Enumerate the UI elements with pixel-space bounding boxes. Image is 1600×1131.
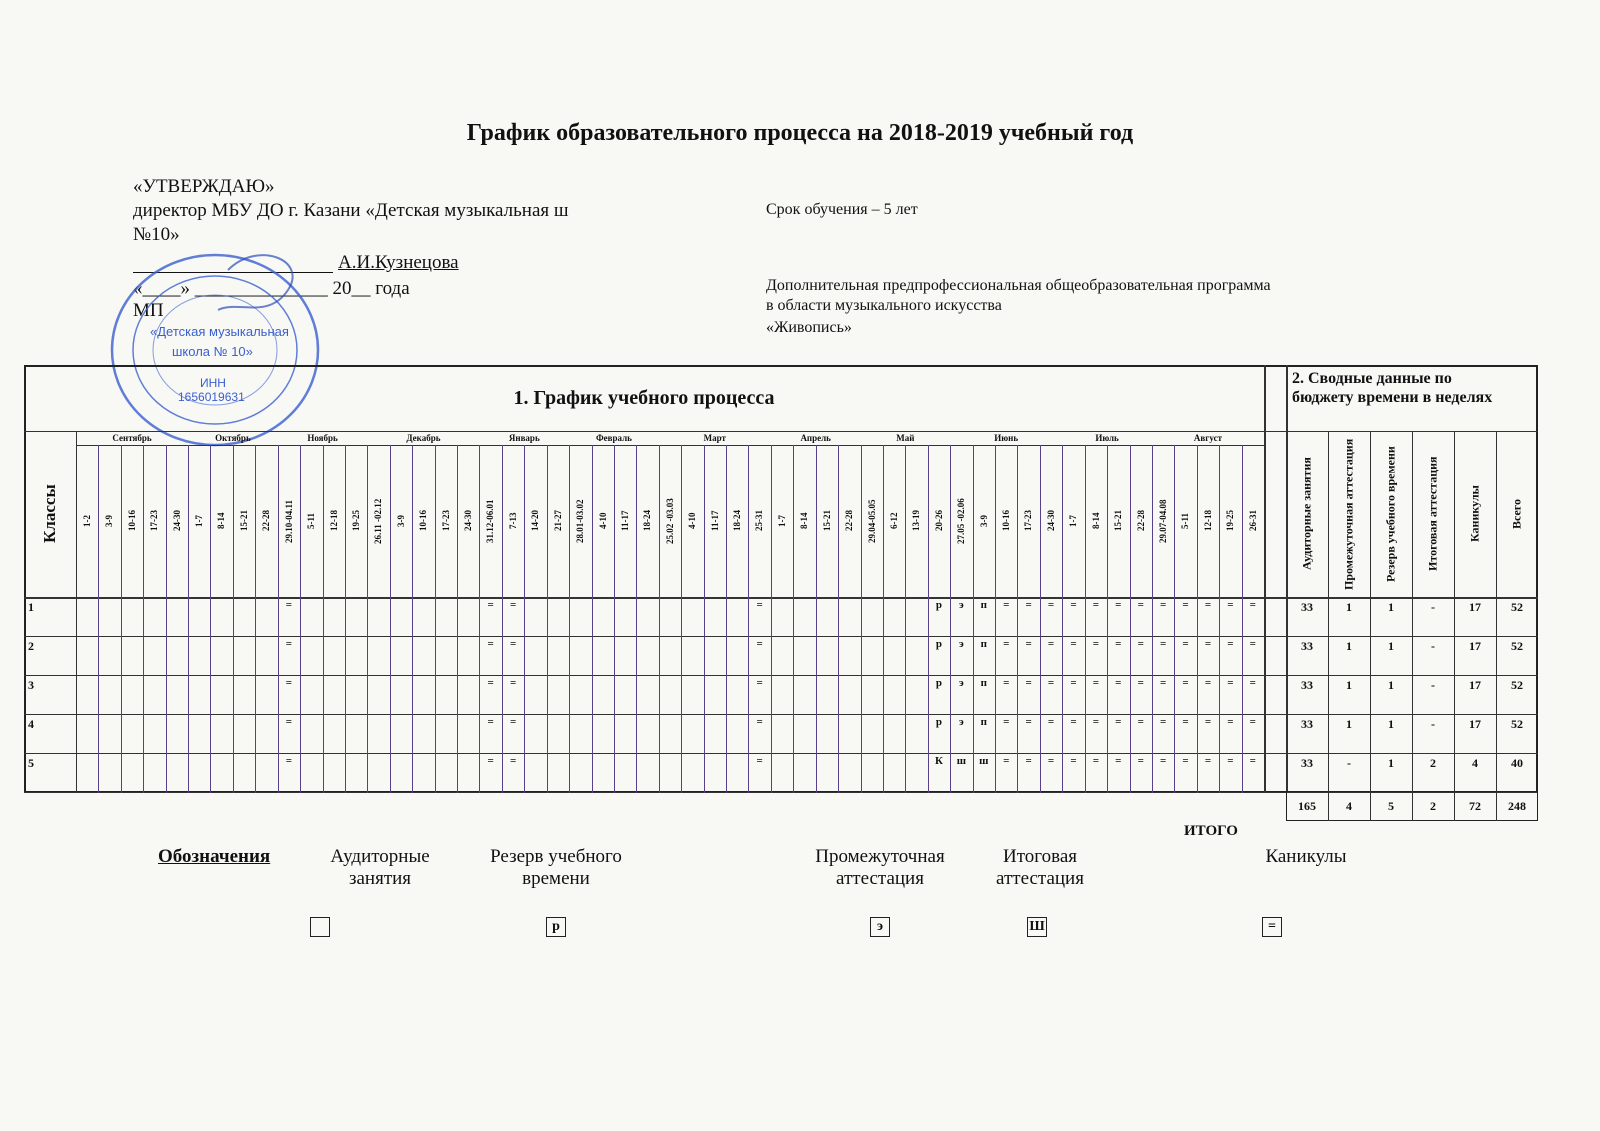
- summary-header: Аудиторные занятия: [1299, 457, 1314, 571]
- week-label: 15-21: [1113, 510, 1124, 532]
- schedule-mark: =: [1159, 755, 1167, 767]
- schedule-mark: =: [1204, 755, 1212, 767]
- schedule-mark: =: [1227, 638, 1234, 650]
- week-label: 8-14: [1090, 512, 1101, 530]
- summary-value: 1: [1388, 600, 1394, 614]
- class-number: 2: [28, 639, 34, 653]
- week-label: 26-31: [1247, 510, 1258, 532]
- summary-value: -: [1431, 678, 1435, 692]
- schedule-mark: =: [1204, 638, 1212, 650]
- total-col-line: [1496, 791, 1497, 821]
- total-col-line: [1328, 791, 1329, 821]
- summary-value: 1: [1346, 600, 1352, 614]
- legend-symbol: э: [870, 917, 890, 937]
- schedule-mark: =: [756, 755, 763, 767]
- schedule-mark: =: [1003, 755, 1010, 767]
- schedule-mark: =: [1003, 599, 1010, 611]
- row-line: [24, 753, 1538, 754]
- week-label: 26.11 -02.12: [373, 498, 384, 544]
- week-label: 20-26: [933, 510, 944, 532]
- week-label: 24-30: [1046, 510, 1057, 532]
- summary-value: 1: [1346, 678, 1352, 692]
- week-label: 15-21: [821, 510, 832, 532]
- schedule-mark: =: [1047, 599, 1055, 611]
- schedule-mark: =: [1137, 599, 1144, 611]
- week-label: 3-9: [396, 515, 406, 527]
- week-label: 4-10: [597, 512, 608, 530]
- schedule-mark: =: [756, 716, 763, 728]
- schedule-mark: =: [1025, 638, 1032, 650]
- schedule-mark: =: [1003, 638, 1010, 650]
- schedule-mark: р: [935, 638, 943, 650]
- week-label: 3-9: [104, 515, 115, 527]
- schedule-mark: =: [1047, 716, 1055, 728]
- summary-value: 1: [1388, 756, 1394, 770]
- week-label: 21-27: [552, 510, 563, 532]
- approval-mp: МП: [133, 300, 164, 321]
- schedule-mark: =: [1047, 638, 1055, 650]
- summary-value: 52: [1511, 600, 1523, 614]
- week-label: 29.04-05.05: [866, 499, 877, 543]
- schedule-mark: =: [487, 677, 494, 689]
- week-label: 25-31: [754, 510, 765, 532]
- week-label: 7-13: [508, 512, 519, 530]
- total-value: 248: [1508, 799, 1526, 813]
- month-label: Январь: [508, 433, 540, 443]
- schedule-mark: =: [1137, 638, 1144, 650]
- total-value: 2: [1430, 799, 1436, 813]
- schedule-mark: =: [1115, 677, 1122, 689]
- schedule-mark: ш: [979, 755, 989, 767]
- schedule-mark: =: [1137, 677, 1144, 689]
- schedule-mark: =: [1249, 716, 1256, 728]
- class-number: 3: [28, 678, 34, 692]
- schedule-mark: =: [1249, 755, 1256, 767]
- schedule-mark: =: [1047, 755, 1055, 767]
- week-label: 17-23: [1023, 510, 1034, 532]
- section1-title: 1. График учебного процесса: [513, 386, 775, 409]
- schedule-mark: =: [509, 755, 517, 767]
- approval-line-1: «УТВЕРЖДАЮ»: [133, 176, 275, 197]
- schedule-mark: =: [1204, 716, 1212, 728]
- approval-line-3: №10»: [133, 224, 180, 245]
- schedule-mark: =: [1003, 716, 1010, 728]
- schedule-mark: =: [1047, 677, 1055, 689]
- schedule-mark: =: [1092, 677, 1100, 689]
- month-label: Июнь: [994, 433, 1019, 443]
- schedule-mark: =: [285, 677, 293, 689]
- week-label: 4-10: [687, 512, 698, 530]
- schedule-mark: =: [1159, 716, 1167, 728]
- schedule-mark: э: [959, 638, 964, 650]
- week-label: 28.01-03.02: [575, 499, 586, 543]
- summary-header: Каникулы: [1467, 485, 1482, 543]
- schedule-mark: =: [1137, 716, 1144, 728]
- schedule-mark: =: [1182, 677, 1189, 689]
- class-number: 5: [28, 756, 34, 770]
- program-line-2: в области музыкального искусства: [766, 297, 1002, 314]
- schedule-mark: =: [1249, 677, 1256, 689]
- schedule-mark: э: [959, 716, 964, 728]
- week-label: 25.02 -03.03: [664, 498, 675, 544]
- schedule-mark: =: [1227, 677, 1234, 689]
- week-label: 8-14: [216, 512, 227, 530]
- schedule-mark: =: [1182, 638, 1189, 650]
- schedule-mark: =: [1092, 638, 1100, 650]
- schedule-mark: =: [1092, 599, 1100, 611]
- schedule-mark: =: [285, 599, 293, 611]
- week-label: 10-16: [127, 510, 138, 532]
- summary-value: 2: [1430, 756, 1436, 770]
- week-label: 18-24: [642, 510, 653, 532]
- schedule-mark: =: [285, 755, 293, 767]
- stamp-inn-number: 1656019631: [178, 390, 245, 404]
- row-line: [24, 597, 1538, 599]
- schedule-mark: =: [1070, 677, 1077, 689]
- summary-value: 4: [1472, 756, 1478, 770]
- schedule-mark: =: [1159, 677, 1167, 689]
- study-term: Срок обучения – 5 лет: [766, 201, 918, 218]
- schedule-mark: =: [487, 638, 494, 650]
- summary-value: 17: [1469, 678, 1481, 692]
- week-label: 17-23: [440, 510, 451, 532]
- week-label: 10-16: [1001, 510, 1012, 532]
- schedule-mark: =: [756, 599, 763, 611]
- summary-value: 1: [1388, 678, 1394, 692]
- week-label: 1-7: [1068, 515, 1079, 527]
- summary-value: 33: [1301, 639, 1313, 653]
- summary-value: 52: [1511, 678, 1523, 692]
- schedule-mark: р: [935, 716, 943, 728]
- schedule-mark: п: [980, 638, 987, 650]
- schedule-mark: ш: [956, 755, 967, 767]
- week-label: 1-2: [82, 515, 93, 527]
- summary-value: 1: [1346, 639, 1352, 653]
- schedule-mark: =: [1092, 716, 1100, 728]
- legend-symbol: Ш: [1027, 917, 1047, 937]
- schedule-mark: =: [1025, 716, 1032, 728]
- schedule-mark: =: [487, 755, 494, 767]
- classes-header: Классы: [40, 484, 59, 544]
- schedule-mark: =: [756, 677, 763, 689]
- schedule-mark: п: [980, 677, 987, 689]
- summary-value: 33: [1301, 678, 1313, 692]
- week-label: 19-25: [1225, 510, 1236, 532]
- week-label: 12-18: [1202, 510, 1213, 532]
- week-label: 27.05 -02.06: [956, 498, 967, 544]
- week-label: 29.10-04.11: [283, 499, 294, 543]
- schedule-mark: =: [1025, 599, 1032, 611]
- schedule-mark: =: [487, 599, 494, 611]
- week-label: 31.12-06.01: [485, 499, 496, 543]
- total-col-line: [1454, 791, 1455, 821]
- summary-header: Резерв учебного времени: [1383, 446, 1398, 582]
- total-label: ИТОГО: [1184, 823, 1238, 839]
- week-label: 13-19: [911, 510, 922, 532]
- week-label: 5-11: [1180, 513, 1191, 530]
- schedule-mark: =: [1227, 599, 1234, 611]
- section2-title: 2. Сводные данные по бюджету времени в неделях: [1292, 370, 1493, 406]
- summary-value: 33: [1301, 600, 1313, 614]
- week-label: 5-11: [306, 513, 317, 530]
- schedule-mark: =: [1182, 599, 1189, 611]
- week-label: 1-7: [777, 515, 788, 527]
- schedule-mark: =: [285, 638, 293, 650]
- summary-value: -: [1431, 600, 1435, 614]
- page-title: График образовательного процесса на 2018-2019 учебный год: [466, 120, 1134, 146]
- week-label: 12-18: [328, 510, 339, 532]
- total-col-line: [1370, 791, 1371, 821]
- summary-value: 17: [1469, 639, 1481, 653]
- schedule-mark: =: [1115, 599, 1122, 611]
- schedule-mark: =: [1227, 755, 1234, 767]
- summary-value: 1: [1388, 717, 1394, 731]
- month-label: Ноябрь: [307, 433, 338, 443]
- schedule-mark: =: [1249, 599, 1256, 611]
- week-label: 22-28: [1135, 510, 1146, 532]
- legend-symbol: =: [1262, 917, 1282, 937]
- schedule-table: [24, 365, 1538, 793]
- signatory-name: А.И.Кузнецова: [338, 252, 459, 273]
- row-line: [24, 636, 1538, 637]
- schedule-mark: =: [285, 716, 293, 728]
- schedule-mark: =: [1025, 755, 1032, 767]
- approval-date-line: «____» ______________ 20__ года: [133, 278, 410, 299]
- schedule-mark: К: [934, 755, 943, 767]
- schedule-mark: =: [1137, 755, 1144, 767]
- schedule-mark: =: [1204, 677, 1212, 689]
- schedule-mark: э: [959, 599, 964, 611]
- schedule-mark: =: [509, 716, 517, 728]
- schedule-mark: =: [1115, 716, 1122, 728]
- schedule-mark: =: [1070, 716, 1077, 728]
- schedule-mark: п: [980, 716, 987, 728]
- schedule-mark: р: [935, 677, 943, 689]
- month-label: Октябрь: [215, 433, 251, 443]
- week-label: 15-21: [239, 510, 250, 532]
- week-label: 10-16: [418, 510, 429, 532]
- schedule-mark: =: [487, 716, 494, 728]
- week-label: 8-14: [799, 512, 810, 530]
- class-number: 1: [28, 600, 34, 614]
- schedule-mark: =: [1182, 755, 1189, 767]
- week-label: 17-23: [149, 510, 160, 532]
- program-line-1: Дополнительная предпрофессиональная общеобразовательная программа: [766, 277, 1271, 294]
- month-label: Апрель: [800, 433, 831, 443]
- week-label: 22-28: [844, 510, 855, 532]
- summary-value: 1: [1346, 717, 1352, 731]
- summary-value: 52: [1511, 639, 1523, 653]
- schedule-mark: =: [1070, 755, 1077, 767]
- schedule-mark: э: [959, 677, 964, 689]
- total-value: 5: [1388, 799, 1394, 813]
- week-label: 3-9: [978, 515, 989, 527]
- week-label: 18-24: [732, 510, 743, 532]
- week-label: 29.07-04.08: [1158, 499, 1169, 543]
- schedule-mark: =: [1070, 599, 1077, 611]
- legend-title: Обозначения: [158, 846, 271, 867]
- summary-header: Итоговая аттестация: [1425, 456, 1440, 572]
- schedule-mark: р: [935, 599, 943, 611]
- month-label: Декабрь: [406, 433, 441, 443]
- row-line: [24, 714, 1538, 715]
- schedule-mark: =: [1115, 755, 1122, 767]
- summary-value: 1: [1388, 639, 1394, 653]
- legend-label: Резерв учебного времени: [490, 846, 622, 889]
- week-label: 24-30: [171, 510, 182, 532]
- schedule-mark: =: [1227, 716, 1234, 728]
- legend-label: Каникулы: [1265, 846, 1347, 867]
- row-line: [24, 675, 1538, 676]
- total-col-line: [1412, 791, 1413, 821]
- legend-label: Итоговая аттестация: [996, 846, 1084, 889]
- week-label: 11-17: [620, 510, 631, 532]
- summary-value: 33: [1301, 756, 1313, 770]
- schedule-mark: =: [1092, 755, 1100, 767]
- summary-value: 33: [1301, 717, 1313, 731]
- summary-value: 52: [1511, 717, 1523, 731]
- legend-symbol: [310, 917, 330, 937]
- total-value: 4: [1346, 799, 1352, 813]
- schedule-mark: =: [1159, 599, 1167, 611]
- summary-value: 40: [1511, 756, 1523, 770]
- total-value: 72: [1469, 799, 1481, 813]
- month-label: Март: [703, 433, 726, 443]
- stamp-inn-label: ИНН: [200, 376, 226, 390]
- week-label: 1-7: [194, 515, 205, 527]
- schedule-mark: =: [1025, 677, 1032, 689]
- class-number: 4: [28, 717, 34, 731]
- month-label: Сентябрь: [112, 433, 152, 443]
- schedule-mark: =: [509, 677, 517, 689]
- legend-label: Промежуточная аттестация: [815, 846, 945, 889]
- week-label: 19-25: [351, 510, 362, 532]
- summary-value: -: [1431, 717, 1435, 731]
- schedule-mark: =: [1204, 599, 1212, 611]
- total-value: 165: [1298, 799, 1316, 813]
- schedule-mark: =: [1070, 638, 1077, 650]
- schedule-mark: =: [1249, 638, 1256, 650]
- summary-value: -: [1347, 756, 1351, 770]
- month-label: Май: [896, 433, 915, 443]
- schedule-mark: =: [1159, 638, 1167, 650]
- schedule-mark: =: [1003, 677, 1010, 689]
- stamp-text-1: «Детская музыкальная: [150, 324, 289, 339]
- week-label: 22-28: [261, 510, 272, 532]
- week-label: 14-20: [530, 510, 541, 532]
- schedule-mark: п: [980, 599, 987, 611]
- summary-value: 17: [1469, 717, 1481, 731]
- week-label: 6-12: [889, 512, 900, 530]
- schedule-mark: =: [1115, 638, 1122, 650]
- month-label: Июль: [1095, 433, 1119, 443]
- summary-header: Всего: [1509, 499, 1524, 529]
- summary-header: Промежуточная аттестация: [1341, 438, 1356, 590]
- stamp-text-2: школа № 10»: [172, 344, 253, 359]
- legend-symbol: р: [546, 917, 566, 937]
- week-label: 11-17: [709, 510, 720, 532]
- month-label: Август: [1193, 433, 1222, 443]
- summary-value: -: [1431, 639, 1435, 653]
- schedule-mark: =: [756, 638, 763, 650]
- program-line-3: «Живопись»: [766, 319, 852, 336]
- week-label: 24-30: [463, 510, 474, 532]
- schedule-mark: =: [509, 599, 517, 611]
- legend-label: Аудиторные занятия: [330, 846, 430, 889]
- schedule-mark: =: [1182, 716, 1189, 728]
- summary-value: 17: [1469, 600, 1481, 614]
- month-label: Февраль: [595, 433, 632, 443]
- schedule-mark: =: [509, 638, 517, 650]
- approval-line-2: директор МБУ ДО г. Казани «Детская музыкальная ш: [133, 200, 569, 221]
